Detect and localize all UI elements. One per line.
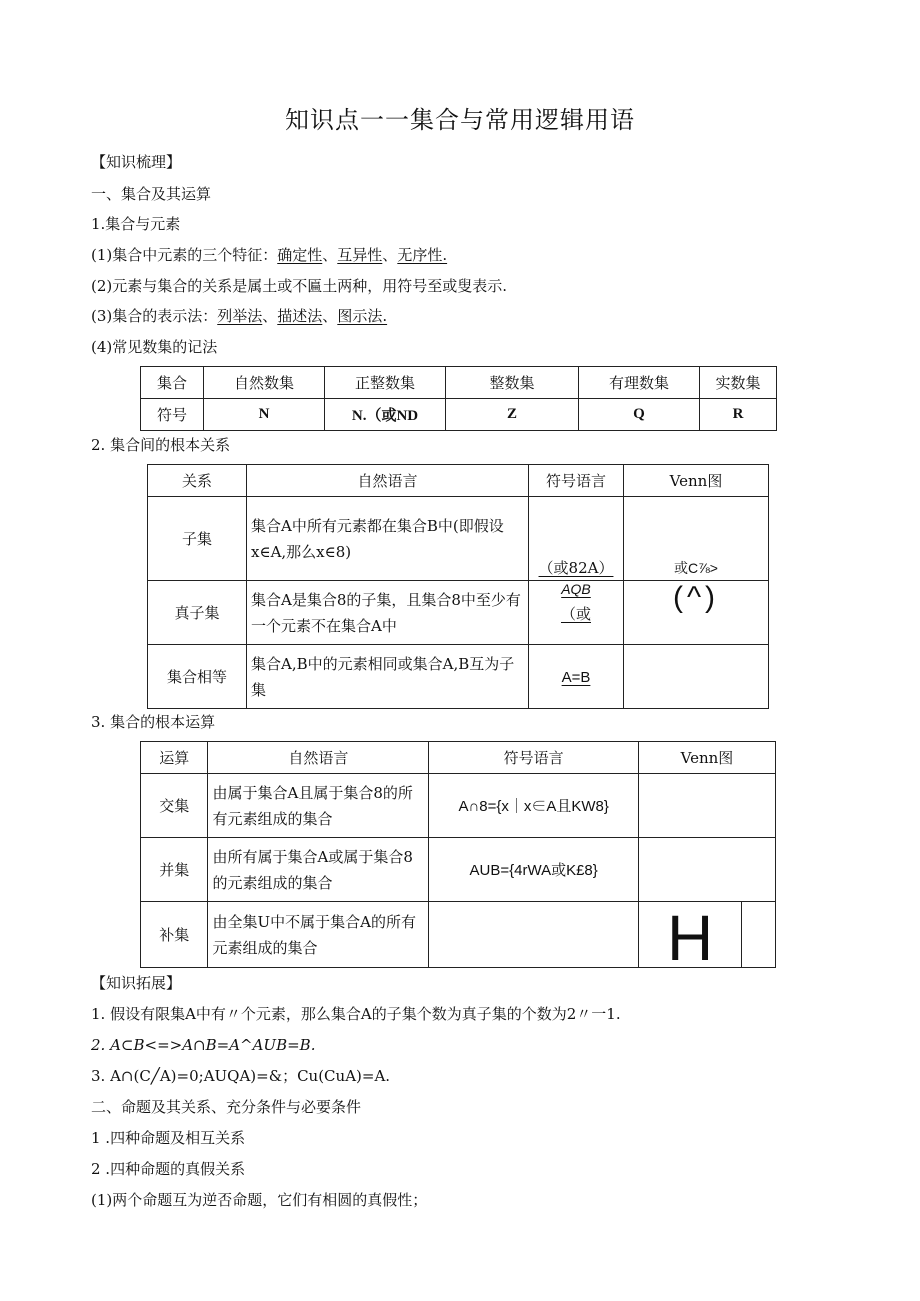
item-prefix: (1)集合中元素的三个特征： <box>91 246 278 264</box>
separator: 、 <box>322 307 338 325</box>
extension-item: 2. A⊂B<=>A∩B=A^AUB=B. <box>91 1036 316 1054</box>
method-listing: 列举法 <box>217 307 263 325</box>
subsection-sets-elements: 1.集合与元素 <box>91 215 181 233</box>
text-line: 由属于集合A且属于集合8的所 <box>212 783 413 802</box>
table-header-row <box>141 742 776 774</box>
venn-cell <box>624 645 769 709</box>
symbol-cell <box>529 581 624 645</box>
text-line: x∈A,那么x∈8) <box>251 542 352 561</box>
header-cell: 关系 <box>148 465 247 497</box>
extension-item: 3. A∩(C╱A)=0;AUQA)=&；Cu(CuA)=A. <box>91 1067 391 1085</box>
number-sets-table <box>140 366 777 431</box>
text-line: 集合A中所有元素都在集合B中(即假设 <box>251 516 504 535</box>
text-line: 有元素组成的集合 <box>212 809 333 828</box>
proposition-item: (1)两个命题互为逆否命题，它们有相圆的真假性； <box>91 1191 428 1209</box>
feature-unordered: 无序性. <box>397 246 448 264</box>
venn-cell <box>638 838 775 902</box>
header-cell: Venn图 <box>624 465 769 497</box>
header-cell: 正整数集 <box>325 367 446 399</box>
venn-complement-glyph: H <box>666 902 714 974</box>
proposition-item: 2 .四种命题的真假关系 <box>91 1160 246 1178</box>
header-cell: 自然数集 <box>204 367 325 399</box>
row-label: 符号 <box>141 399 204 431</box>
proposition-item: 1 .四种命题及相互关系 <box>91 1129 246 1147</box>
row-label: 真子集 <box>148 581 247 645</box>
text-line: 一个元素不在集合A中 <box>251 616 397 635</box>
text-line: 集 <box>251 680 267 699</box>
symbol-cell: R <box>700 399 777 431</box>
table-row-intersection <box>141 774 776 838</box>
page-title: 知识点一一集合与常用逻辑用语 <box>285 106 635 134</box>
section-sets-title: 一、集合及其运算 <box>91 185 212 203</box>
header-cell: 有理数集 <box>579 367 700 399</box>
item-element-relation: (2)元素与集合的关系是属土或不匾土两种，用符号至或叟表示. <box>91 277 508 295</box>
symbol-cell: A∩8={x｜x∈A且KW8} <box>429 774 639 838</box>
row-label: 交集 <box>141 774 208 838</box>
item-prefix: (3)集合的表示法： <box>91 307 218 325</box>
symbol-cell: AUB={4rWA或K£8} <box>429 838 639 902</box>
item-element-features <box>91 245 447 265</box>
item-number-sets: (4)常见数集的记法 <box>91 338 218 356</box>
natural-language-cell <box>247 645 529 709</box>
venn-cell-extra <box>742 902 776 968</box>
table-row-proper-subset <box>148 581 769 645</box>
symbol-cell <box>429 902 639 968</box>
symbol-text: A=B <box>561 668 591 686</box>
venn-cell <box>638 902 741 974</box>
header-cell: 自然语言 <box>208 742 429 774</box>
text-line: 集合A是集合8的子集，且集合8中至少有 <box>251 590 521 609</box>
header-cell: 符号语言 <box>429 742 639 774</box>
header-cell: 运算 <box>141 742 208 774</box>
header-cell: 自然语言 <box>247 465 529 497</box>
method-description: 描述法 <box>277 307 323 325</box>
natural-language-cell <box>247 497 529 581</box>
table-row-equal <box>148 645 769 709</box>
natural-language-cell <box>208 774 429 838</box>
venn-proper-glyph: (^) <box>672 581 720 614</box>
table-header-row <box>141 367 777 399</box>
table-header-row <box>148 465 769 497</box>
table-row-union <box>141 838 776 902</box>
text-line: 的元素组成的集合 <box>212 873 333 892</box>
section-propositions-title: 二、命题及其关系、充分条件与必要条件 <box>91 1098 362 1116</box>
separator: 、 <box>382 246 398 264</box>
text-line: 由所有属于集合A或属于集合8 <box>212 847 413 866</box>
subsection-relations: 2. 集合间的根本关系 <box>91 436 231 454</box>
natural-language-cell <box>247 581 529 645</box>
item-representation <box>91 306 387 326</box>
row-label: 集合相等 <box>148 645 247 709</box>
symbol-cell <box>529 645 624 709</box>
row-label: 并集 <box>141 838 208 902</box>
header-cell: Venn图 <box>638 742 775 774</box>
symbol-cell: N.（或ND <box>325 399 446 431</box>
header-cell: 实数集 <box>700 367 777 399</box>
relations-table <box>147 464 769 709</box>
symbol-cell: Q <box>579 399 700 431</box>
text-line: 由全集U中不属于集合A的所有 <box>212 912 416 931</box>
row-label: 补集 <box>141 902 208 968</box>
extension-item: 1. 假设有限集A中有〃个元素，那么集合A的子集个数为真子集的个数为2〃一1. <box>91 1005 621 1023</box>
feature-distinctness: 互异性 <box>337 246 383 264</box>
text-line: 元素组成的集合 <box>212 938 318 957</box>
venn-cell <box>624 581 769 645</box>
table-row-subset <box>148 497 769 581</box>
venn-cell <box>638 774 775 838</box>
text-line: 集合A,B中的元素相同或集合A,B互为子 <box>251 654 515 673</box>
natural-language-cell <box>208 902 429 968</box>
table-row <box>141 399 777 431</box>
venn-subset-glyph: 或C⅞> <box>674 560 718 576</box>
header-cell: 符号语言 <box>529 465 624 497</box>
header-cell: 集合 <box>141 367 204 399</box>
separator: 、 <box>322 246 338 264</box>
symbol-text: （或 <box>560 605 591 623</box>
heading-knowledge-review: 【知识梳理】 <box>91 153 182 171</box>
venn-cell <box>624 497 769 581</box>
feature-definiteness: 确定性 <box>277 246 323 264</box>
symbol-text: （或82A） <box>538 559 614 577</box>
operations-table <box>140 741 776 974</box>
symbol-cell: N <box>204 399 325 431</box>
symbol-text: AQB <box>561 581 591 597</box>
table-row-complement <box>141 902 776 968</box>
natural-language-cell <box>208 838 429 902</box>
header-cell: 整数集 <box>446 367 579 399</box>
heading-knowledge-extension: 【知识拓展】 <box>91 974 182 992</box>
method-diagram: 图示法. <box>337 307 388 325</box>
symbol-cell <box>529 497 624 581</box>
subsection-operations: 3. 集合的根本运算 <box>91 713 216 731</box>
symbol-cell: Z <box>446 399 579 431</box>
separator: 、 <box>262 307 278 325</box>
row-label: 子集 <box>148 497 247 581</box>
